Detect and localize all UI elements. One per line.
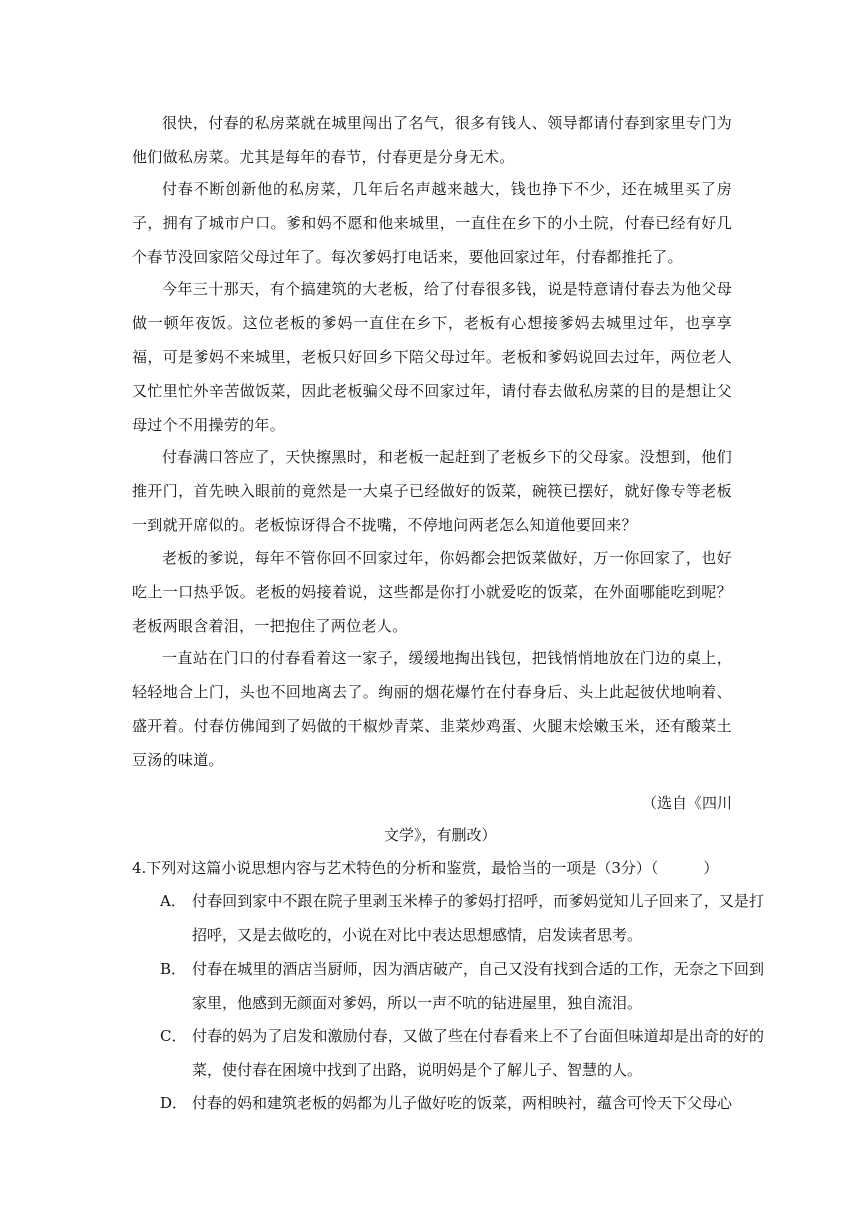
story-paragraph-3: 今年三十那天，有个搞建筑的大老板，给了付春很多钱，说是特意请付春去为他父母做一顿年夜饭。这位老板的爹妈一直住在乡下，老板有心想接爹妈去城里过年，也享享福，可是爹妈不来城里，老板只好回乡下陪父母过年。老板和爹妈说回去过年，两位老人又忙里忙外辛苦做饭菜，因此老板骗父母不回家过年，请付春去做私房菜的目的是想让父母过个不用操劳的年。	[132, 280, 732, 434]
option-d	[160, 1086, 764, 1120]
option-b-text: 付春在城里的酒店当厨师，因为酒店破产，自己又没有找到合适的工作，无奈之下回到家里，他感到无颜面对爹妈，所以一声不吭的钻进屋里，独自流泪。	[192, 960, 764, 1012]
option-b-letter: B．	[160, 960, 187, 978]
question-stem: 4.下列对这篇小说思想内容与艺术特色的分析和鉴赏，最恰当的一项是（3分）（ ）	[132, 859, 719, 877]
option-b	[160, 952, 764, 1020]
story-paragraph-6: 一直站在门口的付春看着这一家子，缓缓地掏出钱包，把钱悄悄地放在门边的桌上，轻轻地合上门，头也不回地离去了。绚丽的烟花爆竹在付春身后、头上此起彼伏地响着、盛开着。付春仿佛闻到了妈做的干椒炒青菜、韭菜炒鸡蛋、火腿末烩嫩玉米，还有酸菜土豆汤的味道。	[132, 649, 732, 769]
option-d-text: 付春的妈和建筑老板的妈都为儿子做好吃的饭菜，两相映衬，蕴含可怜天下父母心	[192, 1094, 733, 1112]
option-a-letter: A．	[160, 892, 186, 910]
option-d-letter: D．	[160, 1094, 188, 1112]
story-paragraph-5: 老板的爹说，每年不管你回不回家过年，你妈都会把饭菜做好，万一你回家了，也好吃上一口热乎饭。老板的妈接着说，这些都是你打小就爱吃的饭菜，在外面哪能吃到呢？老板两眼含着泪，一把抱住了两位老人。	[132, 549, 732, 635]
story-paragraph-2: 付春不断创新他的私房菜，几年后名声越来越大，钱也挣下不少，还在城里买了房子，拥有了城市户口。爹和妈不愿和他来城里，一直住在乡下的小土院，付春已经有好几个春节没回家陪父母过年了。每次爹妈打电话来，要他回家过年，付春都推托了。	[132, 180, 732, 266]
option-c	[160, 1019, 764, 1087]
source-citation-line-1: （选自《四川	[641, 794, 732, 812]
option-a-text: 付春回到家中不跟在院子里剥玉米棒子的爹妈打招呼，而爹妈觉知儿子回来了，又是打招呼，又是去做吃的，小说在对比中表达思想感情，启发读者思考。	[192, 892, 764, 944]
story-paragraph-1: 很快，付春的私房菜就在城里闯出了名气，很多有钱人、领导都请付春到家里专门为他们做私房菜。尤其是每年的春节，付春更是分身无术。	[132, 114, 732, 166]
story-paragraph-4: 付春满口答应了，天快擦黑时，和老板一起赶到了老板乡下的父母家。没想到，他们推开门，首先映入眼前的竟然是一大桌子已经做好的饭菜，碗筷已摆好，就好像专等老板一到就开席似的。老板惊讶得合不拢嘴，不停地问两老怎么知道他要回来？	[132, 448, 732, 534]
source-citation-line-2: 文学》，有删改）	[384, 826, 497, 844]
option-a	[160, 884, 764, 952]
option-c-letter: C．	[160, 1027, 187, 1045]
option-c-text: 付春的妈为了启发和激励付春，又做了些在付春看来上不了台面但味道却是出奇的好的菜，使付春在困境中找到了出路，说明妈是个了解儿子、智慧的人。	[192, 1027, 764, 1079]
